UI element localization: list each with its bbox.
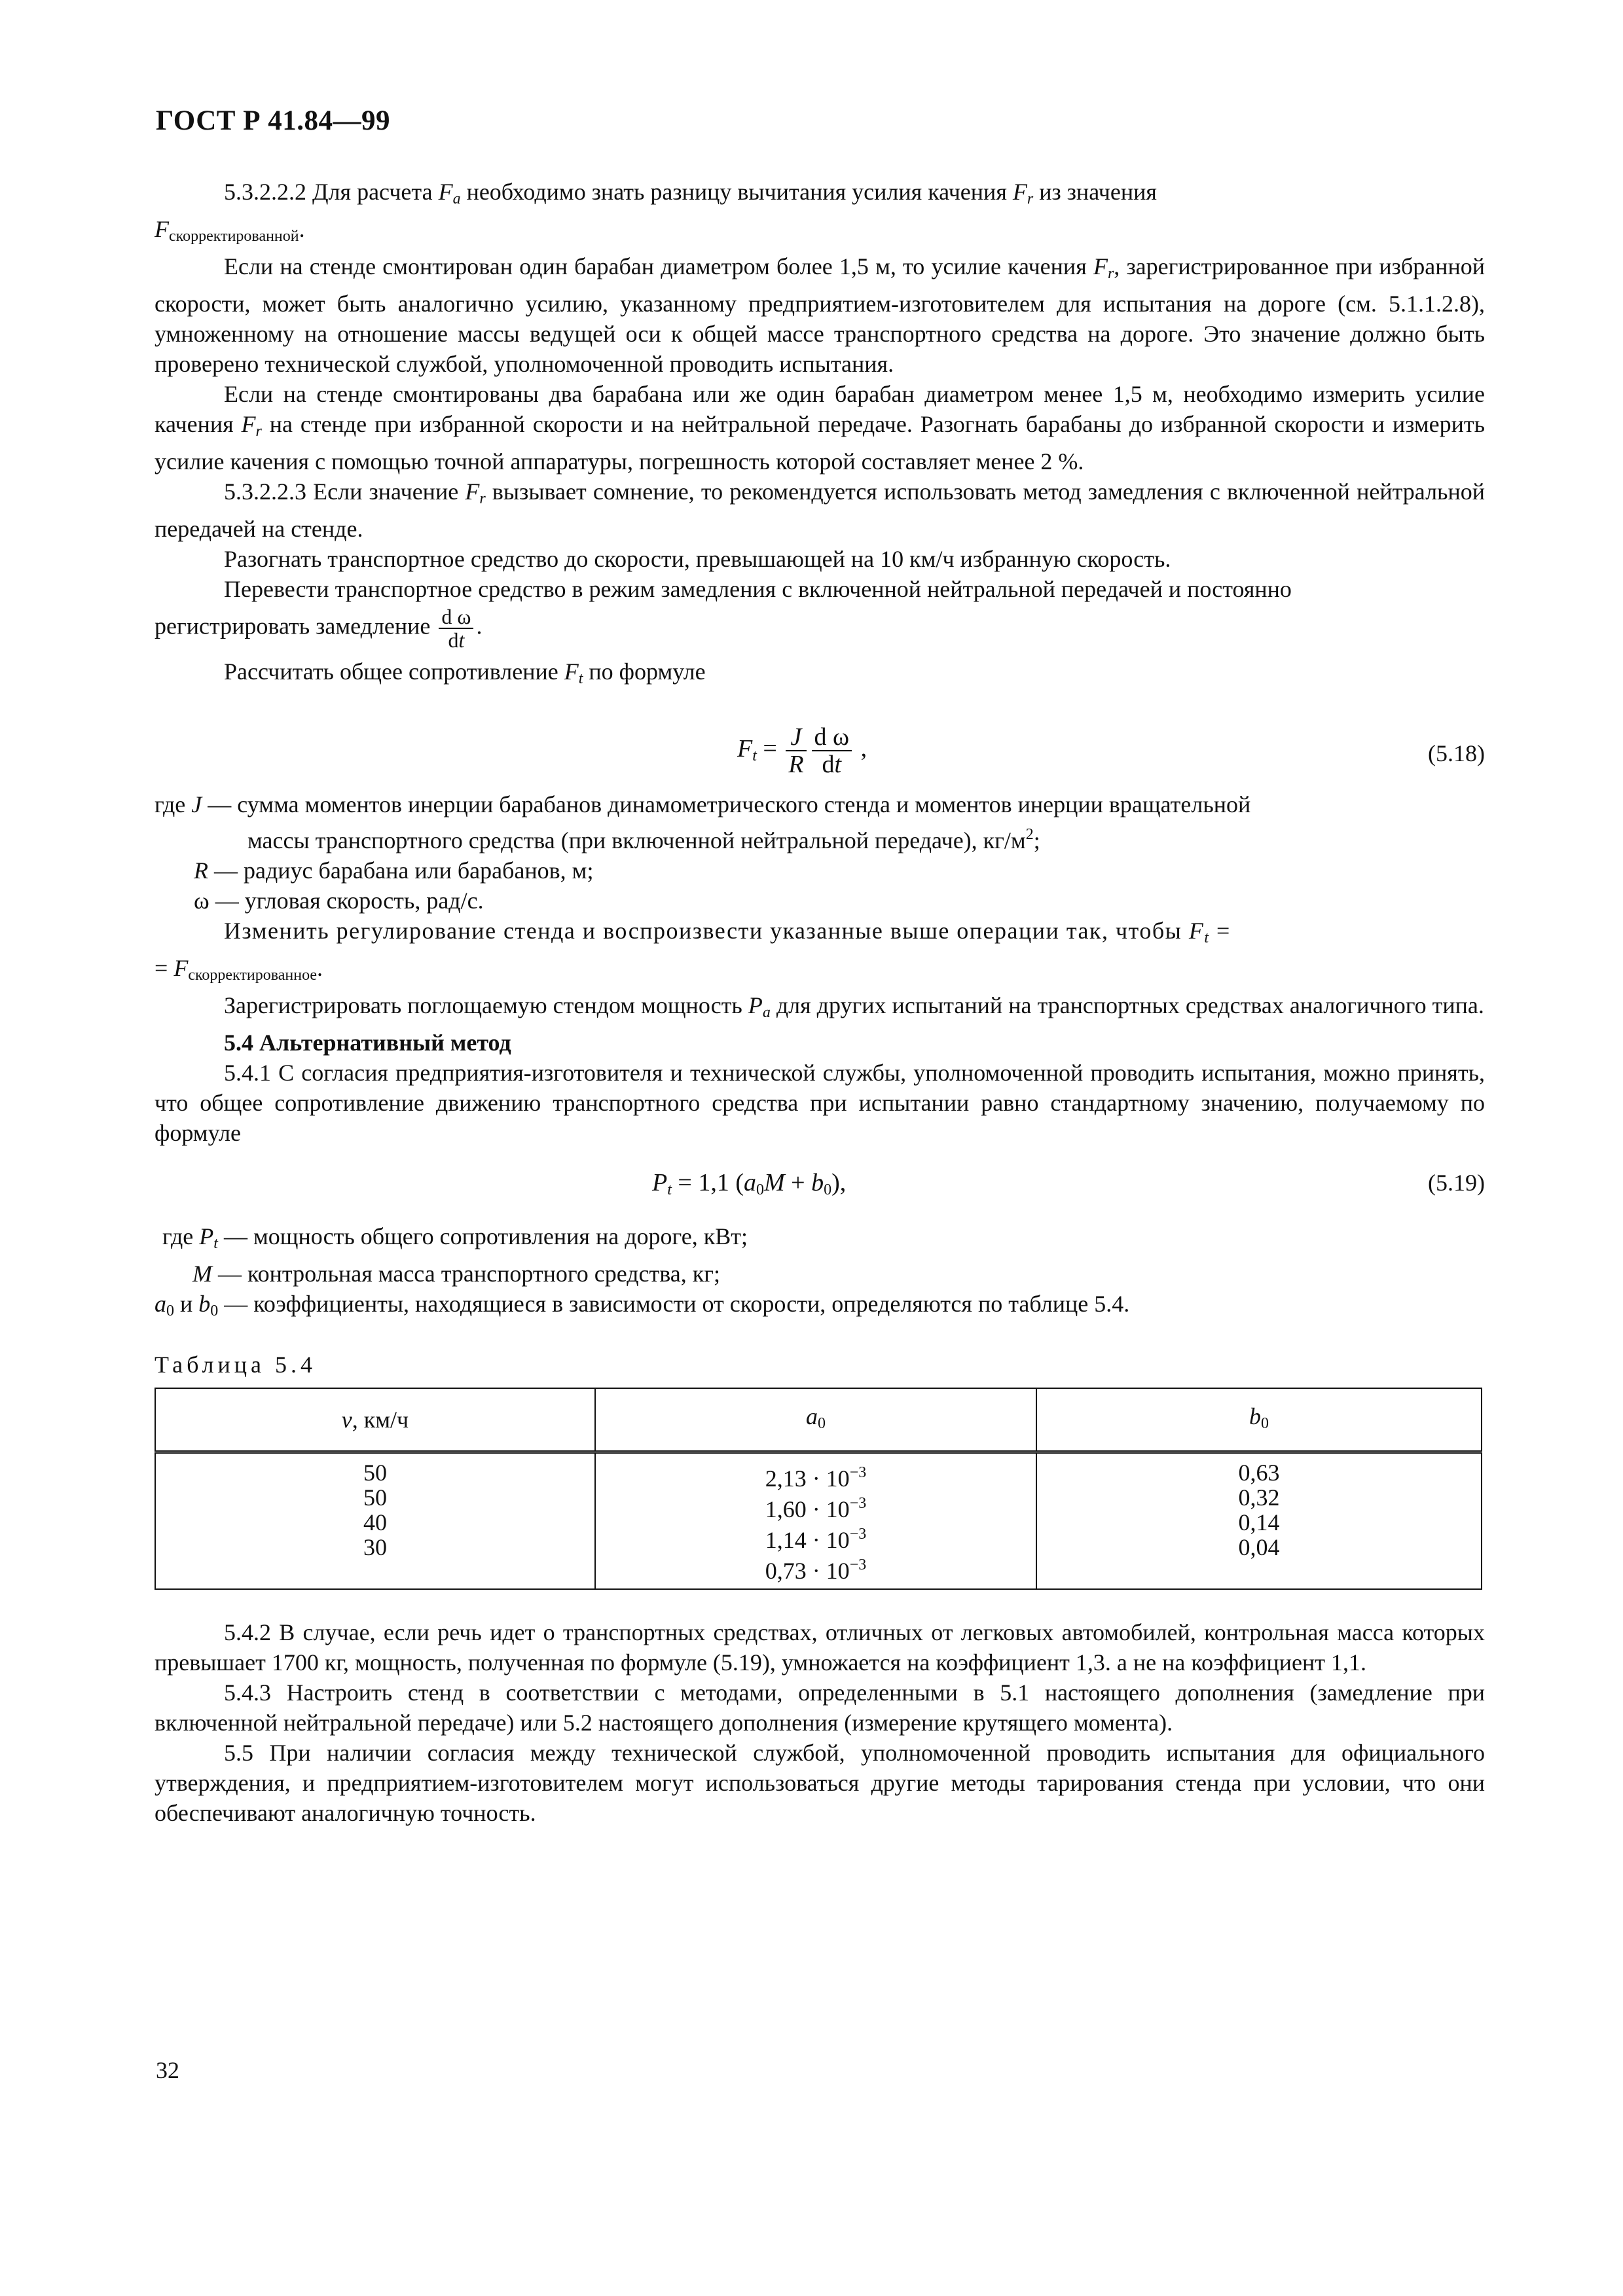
table-header-a0: $a_0$ [595, 1388, 1036, 1452]
table-header-row [155, 1388, 1482, 1452]
table-header-b0: $b_0$ [1036, 1388, 1482, 1452]
table-col-b0 [1036, 1452, 1482, 1590]
formula-5-18-expression: $F_t$ = $\frac{J}{R}$ $\frac{\text{d ω}}{dt}$ , [737, 723, 867, 778]
table-cell: 50 [363, 1484, 387, 1511]
table-cell: $1,14 \cdot 10^{-3}$ [765, 1526, 867, 1553]
table-caption: Таблица 5.4 [155, 1352, 316, 1378]
paragraph-f-corrected: $F_{скорректированной}$. [155, 216, 305, 245]
table-header-v: v, км/ч [155, 1388, 595, 1452]
where-r: R — радиус барабана или барабанов, м; [194, 857, 594, 884]
table-cell: 0,63 [1238, 1460, 1280, 1486]
paragraph-accelerate: Разогнать транспортное средство до скорости, превышающей на 10 км/ч избранную скорость. [224, 546, 1171, 572]
formula-5-19-expression: $P_t = 1,1$ $(a_0M + b_0)$, [652, 1169, 847, 1198]
paragraph-5-3-2-2-2: 5.3.2.2.2 Для расчета $F_a$ необходимо знать разницу вычитания усилия качения $F_r$ из значения [224, 179, 1157, 207]
table-cell: 50 [363, 1460, 387, 1486]
paragraph-calc: Рассчитать общее сопротивление $F_t$ по формуле [224, 658, 706, 687]
formula-5-19-number: (5.19) [1428, 1170, 1485, 1196]
document-body [155, 177, 1485, 1828]
table-cell: 30 [363, 1534, 387, 1560]
table-cell: 0,32 [1238, 1484, 1280, 1511]
table-cell: 0,04 [1238, 1534, 1280, 1560]
paragraph-decel: Перевести транспортное средство в режим замедления с включенной нейтральной передачей и постоянно [224, 576, 1292, 602]
where-ab: $a_0$ и $b_0$ — коэффициенты, находящиеся в зависимости от скорости, определяются по таблице 5.4. [155, 1291, 1130, 1319]
table-col-a0 [595, 1452, 1036, 1590]
page-number: 32 [156, 2057, 179, 2083]
formula-5-18-number: (5.18) [1428, 740, 1485, 766]
paragraph-adjust: Изменить регулирование стенда и воспроизвести указанные выше операции так, чтобы $F_t$ = [224, 918, 1231, 946]
table-cell: $1,60 \cdot 10^{-3}$ [765, 1495, 867, 1522]
paragraph-decel-register: регистрировать замедление $\frac{\text{d ω}}{dt}$ . [155, 605, 483, 652]
table-cell: $2,13 \cdot 10^{-3}$ [765, 1464, 867, 1492]
paragraph-5-5: 5.5 При наличии согласия между технической службой, уполномоченной проводить испытания для официального утверждения, и предприятием-изготовителем могут использоваться другие методы тарирования стенда при условии, что они обеспечивают аналогичную точность. [155, 1740, 1485, 1826]
paragraph-register: Зарегистрировать поглощаемую стендом мощность $P_a$ для других испытаний на транспортных средствах аналогичного типа. [224, 992, 1484, 1021]
paragraph-two-drums: Если на стенде смонтированы два барабана или же один барабан диаметром менее 1,5 м, необходимо измерить усилие качения $F_r$ на стенде при избранной скорости и на нейтральной передаче. Разогнать барабаны до избранной скорости и измерить усилие качения с помощью точной аппаратуры, погрешность которой составляет менее 2 %. [155, 381, 1486, 475]
document-code: ГОСТ Р 41.84—99 [156, 105, 391, 136]
formula-5-18 [155, 704, 1485, 783]
paragraph-5-4-3: 5.4.3 Настроить стенд в соответствии с методами, определенными в 5.1 настоящего дополнения (замедление при включенной нейтральной передаче) или 5.2 настоящего дополнения (измерение крутящего момента). [155, 1679, 1485, 1736]
paragraph-5-3-2-2-3: 5.3.2.2.3 Если значение $F_r$ вызывает сомнение, то рекомендуется использовать метод замедления с включенной нейтральной передачей на стенде. [155, 478, 1485, 542]
where-j-cont: массы транспортного средства (при включенной нейтральной передаче), $кг/м^2$; [247, 826, 1040, 853]
where-pt: где $P_t$ — мощность общего сопротивления на дороге, кВт; [162, 1223, 748, 1252]
where-j: где J — сумма моментов инерции барабанов динамометрического стенда и моментов инерции вращательной [155, 791, 1251, 817]
paragraph-5-4-2: 5.4.2 В случае, если речь идет о транспортных средствах, отличных от легковых автомобилей, контрольная масса которых превышает 1700 кг, мощность, полученная по формуле (5.19), умножается на коэффициент 1,3. а не на коэффициент 1,1. [155, 1619, 1485, 1676]
table-col-v [155, 1452, 595, 1590]
table-cell: 40 [363, 1509, 387, 1535]
paragraph-5-4-1: 5.4.1 С согласия предприятия-изготовителя и технической службы, уполномоченной проводить испытания, можно принять, что общее сопротивление движению транспортного средства при испытании равно стандартному значению, получаемому по формуле [155, 1060, 1485, 1146]
table-body-row [155, 1452, 1482, 1590]
paragraph-one-drum: Если на стенде смонтирован один барабан диаметром более 1,5 м, то усилие качения $F_r$, зарегистрированное при избранной скорости, может быть аналогично усилию, указанному предприятием-изготовителем для испытания на дороге (см. 5.1.1.2.8), умноженному на отношение массы ведущей оси к общей массе транспортного средства на дороге. Это значение должно быть проверено технической службой, уполномоченной проводить испытания. [155, 253, 1485, 377]
where-omega: ω — угловая скорость, рад/с. [194, 888, 484, 914]
where-m: M — контрольная масса транспортного средства, кг; [192, 1261, 721, 1287]
table-5-4 [155, 1388, 1482, 1590]
section-5-4-title: 5.4 Альтернативный метод [224, 1030, 511, 1056]
table-cell: 0,14 [1238, 1509, 1280, 1535]
formula-5-19 [155, 1158, 1485, 1215]
table-cell: $0,73 \cdot 10^{-3}$ [765, 1556, 867, 1584]
paragraph-adjust-cont: = $F_{скорректированное}$. [155, 955, 323, 984]
